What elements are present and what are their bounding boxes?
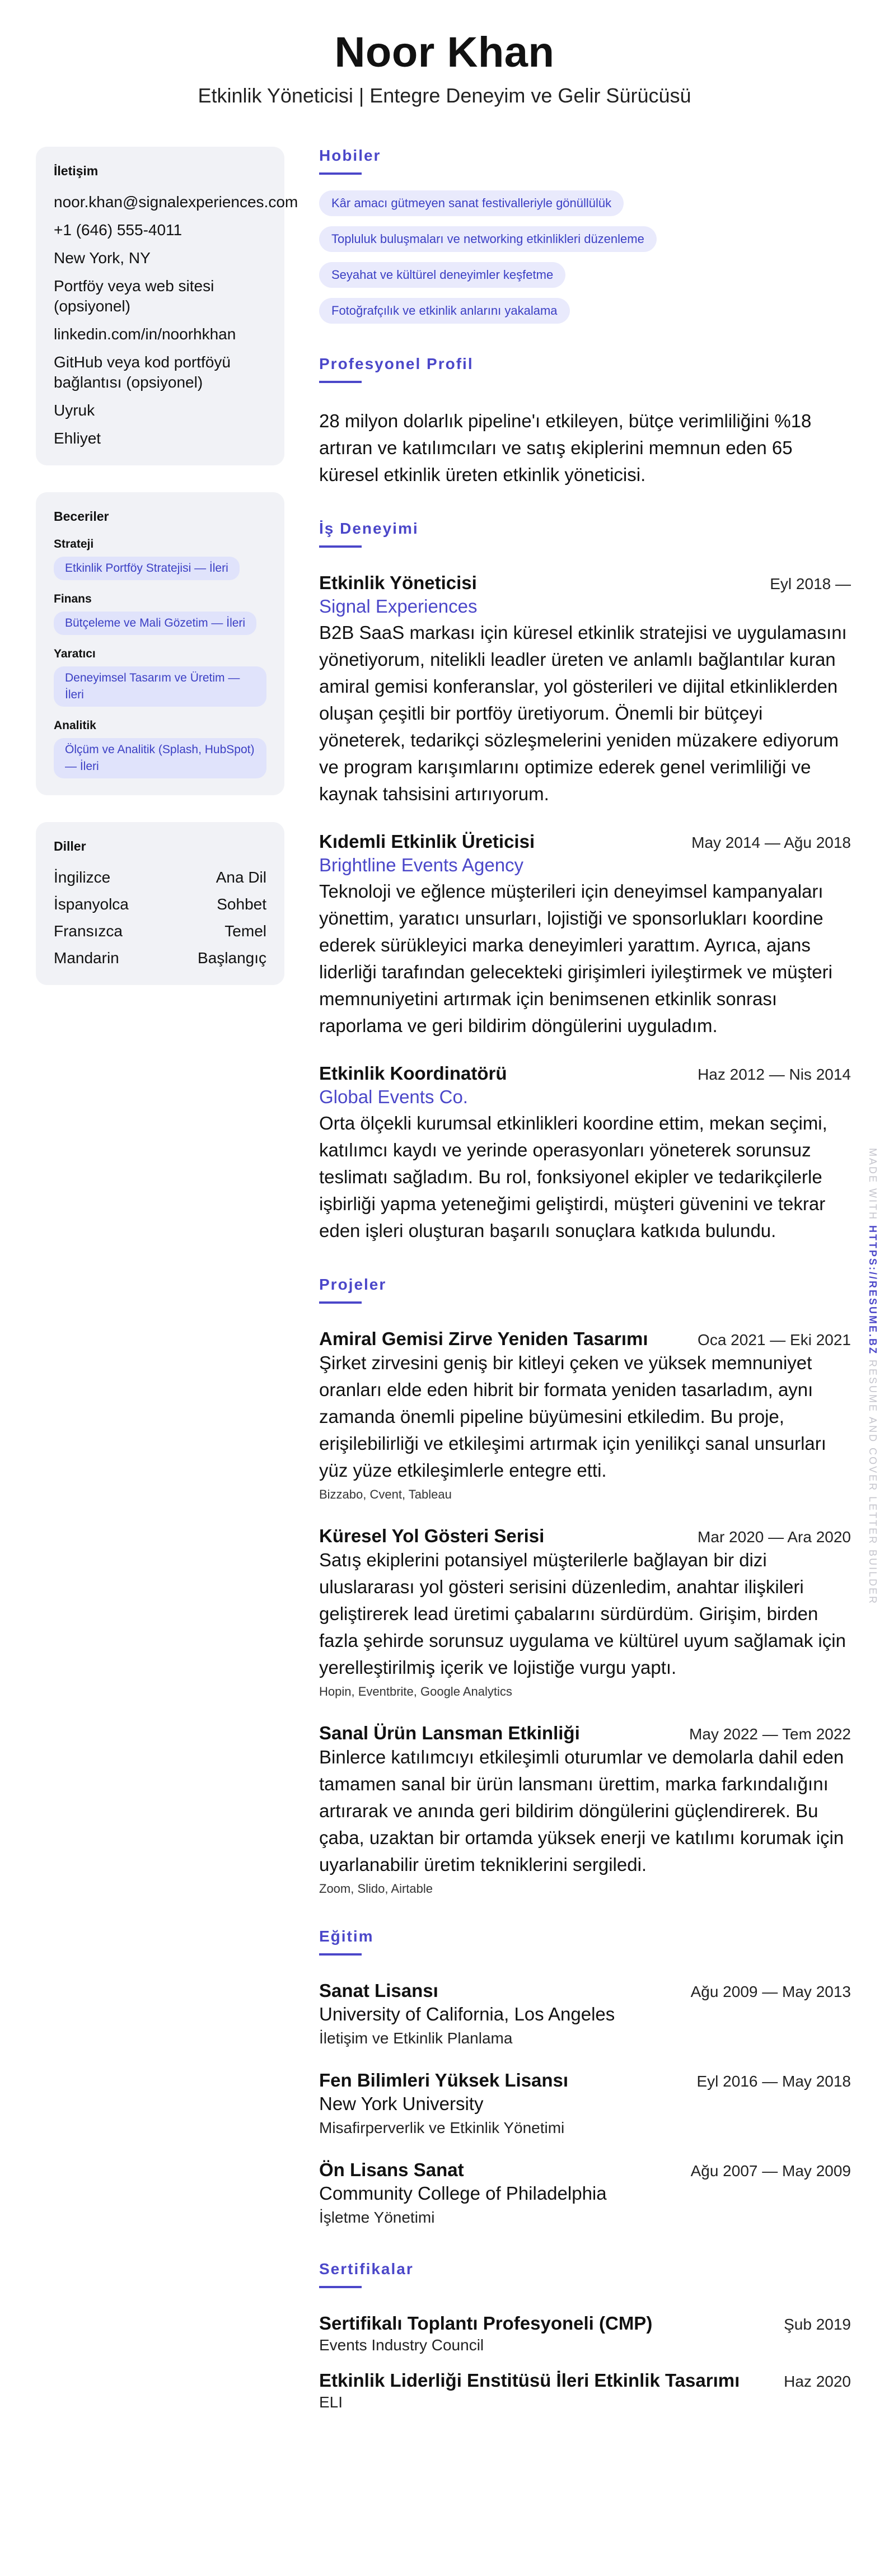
- project-description: Satış ekiplerini potansiyel müşterilerle bağlayan bir dizi uluslararası yol gösteri serisini düzenledim, anahtar ilişkileri geliştirerek lead üretimi çabalarını sürdürdüm. Girişim, birden fazla şehirde sorunsuz uygulama ve kültürel uyum sağlamak için yerelleştirilmiş içerik ve lojistiğe vurgu yaptı.: [319, 1550, 846, 1678]
- job-description: Teknoloji ve eğlence müşterileri için deneyimsel kampanyaları yönettim, yaratıcı unsurları, lojistiği ve sponsorlukları koordine ederek sürükleyici marka deneyimleri yarattım. Ayrıca, ajans liderliği tarafından gelecekteki girişimleri iyileştirmek ve müşteri memnuniyetini artırmak için benimsenen etkinlik sonrası raporlama ve geri bildirim döngülerini uyguladım.: [319, 881, 832, 1036]
- degree-name: Fen Bilimleri Yüksek Lisansı: [319, 2070, 569, 2090]
- project-name: Küresel Yol Gösteri Serisi: [319, 1525, 545, 1546]
- field-of-study: Misafirperverlik ve Etkinlik Yönetimi: [319, 2119, 565, 2136]
- skill-chip: Ölçüm ve Analitik (Splash, HubSpot) — İleri: [54, 738, 266, 778]
- watermark-prefix: MADE WITH: [867, 1148, 878, 1221]
- language-level: Ana Dil: [216, 869, 266, 886]
- experience-section: [319, 520, 851, 1244]
- job-date: Eyl 2018 —: [770, 575, 851, 592]
- section-title: Hobiler: [319, 147, 381, 164]
- contact-card: [36, 147, 298, 465]
- field-of-study: İşletme Yönetimi: [319, 2209, 435, 2226]
- job-company: Signal Experiences: [319, 596, 478, 617]
- profile-section: [319, 355, 851, 488]
- project-tools: Hopin, Eventbrite, Google Analytics: [319, 1684, 512, 1698]
- skill-category: Analitik: [54, 719, 96, 732]
- education-date: Ağu 2007 — May 2009: [690, 2162, 851, 2180]
- language-level: Temel: [224, 922, 266, 940]
- skills-title: Beceriler: [54, 509, 109, 524]
- education-entry: [319, 2159, 851, 2229]
- language-name: Fransızca: [54, 922, 123, 940]
- project-tools: Zoom, Slido, Airtable: [319, 1882, 433, 1896]
- section-rule: [319, 1301, 362, 1304]
- degree-name: Sanat Lisansı: [319, 1980, 438, 2001]
- contact-github[interactable]: GitHub veya kod portföyü bağlantısı (opsiyonel): [54, 353, 231, 391]
- education-entry: [319, 1980, 851, 2050]
- job-title: Kıdemli Etkinlik Üreticisi: [319, 831, 535, 852]
- certification-entry: [319, 2313, 851, 2356]
- project-name: Amiral Gemisi Zirve Yeniden Tasarımı: [319, 1328, 648, 1349]
- profile-text: 28 milyon dolarlık pipeline'ı etkileyen, bütçe verimliliğini %18 artıran ve katılımcıları ve satış ekiplerini memnun eden 65 küresel etkinlik üreten etkinlik yöneticisi.: [319, 410, 812, 485]
- project-description: Binlerce katılımcıyı etkileşimli oturumlar ve demolarla dahil eden tamamen sanal bir ürün lansmanı ürettim, marka farkındalığını artırarak ve anında geri bildirim döngülerini güçlendirerek. Bu çaba, uzaktan bir ortamda yüksek enerji ve katılımı korumak için uyarlanabilir üretim tekniklerini sergiledi.: [319, 1747, 844, 1875]
- builder-watermark: [867, 1148, 878, 1605]
- language-name: İngilizce: [54, 869, 111, 886]
- contact-location: New York, NY: [54, 249, 151, 267]
- section-title: Sertifikalar: [319, 2260, 414, 2278]
- language-row: [54, 894, 266, 914]
- job-title: Etkinlik Yöneticisi: [319, 572, 477, 593]
- certification-entry: [319, 2370, 851, 2414]
- hobby-chip: Topluluk buluşmaları ve networking etkinlikleri düzenleme: [319, 226, 657, 252]
- school-name: New York University: [319, 2093, 484, 2114]
- job-date: Haz 2012 — Nis 2014: [698, 1066, 851, 1083]
- certification-date: Şub 2019: [784, 2316, 851, 2333]
- certification-date: Haz 2020: [784, 2373, 851, 2390]
- skill-group: [54, 647, 266, 707]
- section-title: Eğitim: [319, 1928, 374, 1945]
- skill-chip: Bütçeleme ve Mali Gözetim — İleri: [54, 612, 256, 635]
- project-entry: [319, 1328, 851, 1502]
- skill-category: Finans: [54, 592, 92, 605]
- project-date: Oca 2021 — Eki 2021: [698, 1331, 851, 1348]
- contact-nationality: Uyruk: [54, 402, 95, 419]
- candidate-name: Noor Khan: [334, 29, 555, 76]
- skill-group: [54, 538, 266, 580]
- project-entry: [319, 1723, 851, 1896]
- education-section: [319, 1928, 851, 2229]
- job-title: Etkinlik Koordinatörü: [319, 1063, 507, 1084]
- job-company: Brightline Events Agency: [319, 855, 524, 875]
- job-company: Global Events Co.: [319, 1086, 468, 1107]
- project-entry: [319, 1525, 851, 1699]
- language-row: [54, 867, 266, 888]
- certifications-section: [319, 2260, 851, 2414]
- school-name: Community College of Philadelphia: [319, 2183, 607, 2204]
- education-date: Ağu 2009 — May 2013: [690, 1983, 851, 2000]
- section-rule: [319, 381, 362, 383]
- skills-card: [36, 492, 284, 795]
- experience-entry: [319, 831, 851, 1039]
- candidate-subtitle: Etkinlik Yöneticisi | Entegre Deneyim ve Gelir Sürücüsü: [198, 84, 691, 107]
- experience-entry: [319, 572, 851, 808]
- certification-issuer: ELI: [319, 2393, 343, 2411]
- field-of-study: İletişim ve Etkinlik Planlama: [319, 2029, 513, 2047]
- certification-name: Sertifikalı Toplantı Profesyoneli (CMP): [319, 2313, 653, 2334]
- degree-name: Ön Lisans Sanat: [319, 2159, 464, 2180]
- contact-website[interactable]: Portföy veya web sitesi (opsiyonel): [54, 277, 214, 315]
- main-content: [319, 147, 851, 2445]
- certification-issuer: Events Industry Council: [319, 2336, 484, 2354]
- project-tools: Bizzabo, Cvent, Tableau: [319, 1487, 452, 1501]
- hobby-chip: Seyahat ve kültürel deneyimler keşfetme: [319, 262, 565, 288]
- language-name: Mandarin: [54, 949, 119, 967]
- contact-license: Ehliyet: [54, 430, 101, 447]
- section-title: Projeler: [319, 1276, 387, 1293]
- skill-category: Yaratıcı: [54, 647, 96, 660]
- job-description: Orta ölçekli kurumsal etkinlikleri koordine ettim, mekan seçimi, katılımcı kaydı ve yerinde operasyonları yöneterek sorunsuz teslimatı sağladım. Bu rol, fonksiyonel ekipler ve tedarikçilerle işbirliği yapma yeteneğimi geliştirdi, müşteri güvenini ve tekrar eden işleri oluşturan başarılı sonuçlara katkıda bulundu.: [319, 1113, 827, 1241]
- contact-email[interactable]: noor.khan@signalexperiences.com: [54, 193, 298, 211]
- languages-card: [36, 822, 284, 985]
- resume-header: [0, 0, 889, 108]
- skill-chip: Etkinlik Portföy Stratejisi — İleri: [54, 557, 240, 580]
- contact-phone[interactable]: +1 (646) 555-4011: [54, 221, 183, 239]
- hobby-chip: Kâr amacı gütmeyen sanat festivalleriyle gönüllülük: [319, 190, 624, 216]
- projects-section: [319, 1276, 851, 1896]
- school-name: University of California, Los Angeles: [319, 2004, 615, 2024]
- project-name: Sanal Ürün Lansman Etkinliği: [319, 1723, 580, 1743]
- section-title: Profesyonel Profil: [319, 355, 474, 372]
- contact-linkedin[interactable]: linkedin.com/in/noorhkhan: [54, 325, 236, 343]
- skill-group: [54, 719, 266, 778]
- contact-title: İletişim: [54, 164, 99, 178]
- sidebar: [36, 147, 298, 1012]
- section-rule: [319, 545, 362, 548]
- experience-entry: [319, 1063, 851, 1244]
- education-entry: [319, 2070, 851, 2139]
- job-description: B2B SaaS markası için küresel etkinlik stratejisi ve uygulamasını yönetiyorum, nitelikli leadler üreten ve anlamlı bağlantılar kuran amiral gemisi konferanslar, yol gösterileri ve dijital etkinliklerden oluşan çeşitli bir portföy üretiyorum. Önemli bir bütçeyi yöneterek, tedarikçi sözleşmelerini yeniden müzakere ediyorum ve program karışımlarını optimize ederek genel verimliliği ve kaynak tahsisini artırıyorum.: [319, 622, 847, 804]
- skill-group: [54, 592, 266, 635]
- project-description: Şirket zirvesini geniş bir kitleyi çeken ve yüksek memnuniyet oranları elde eden hibrit bir formata yeniden tasarladım, aynı zamanda önemli pipeline büyümesini etkiledim. Bu proje, erişilebilirliği ve etkileşimi artırmak için yenilikçi sanal unsurları yüz yüze etkileşimlerle entegre etti.: [319, 1352, 826, 1481]
- skill-chip: Deneyimsel Tasarım ve Üretim — İleri: [54, 666, 266, 707]
- section-rule: [319, 1953, 362, 1956]
- language-name: İspanyolca: [54, 895, 129, 913]
- project-date: May 2022 — Tem 2022: [689, 1725, 851, 1743]
- education-date: Eyl 2016 — May 2018: [696, 2073, 851, 2090]
- watermark-link[interactable]: HTTPS://RESUME.BZ: [867, 1225, 878, 1356]
- watermark-suffix: RESUME AND COVER LETTER BUILDER: [867, 1360, 878, 1606]
- hobbies-section: [319, 147, 851, 324]
- languages-title: Diller: [54, 839, 86, 853]
- project-date: Mar 2020 — Ara 2020: [698, 1528, 851, 1546]
- language-level: Sohbet: [217, 895, 266, 913]
- language-level: Başlangıç: [198, 949, 266, 967]
- section-title: İş Deneyimi: [319, 520, 419, 537]
- certification-name: Etkinlik Liderliği Enstitüsü İleri Etkinlik Tasarımı: [319, 2370, 740, 2391]
- job-date: May 2014 — Ağu 2018: [691, 834, 851, 851]
- section-rule: [319, 172, 362, 175]
- hobby-chip: Fotoğrafçılık ve etkinlik anlarını yakalama: [319, 298, 570, 324]
- language-row: [54, 948, 266, 968]
- section-rule: [319, 2286, 362, 2288]
- skill-category: Strateji: [54, 538, 94, 550]
- language-row: [54, 921, 266, 941]
